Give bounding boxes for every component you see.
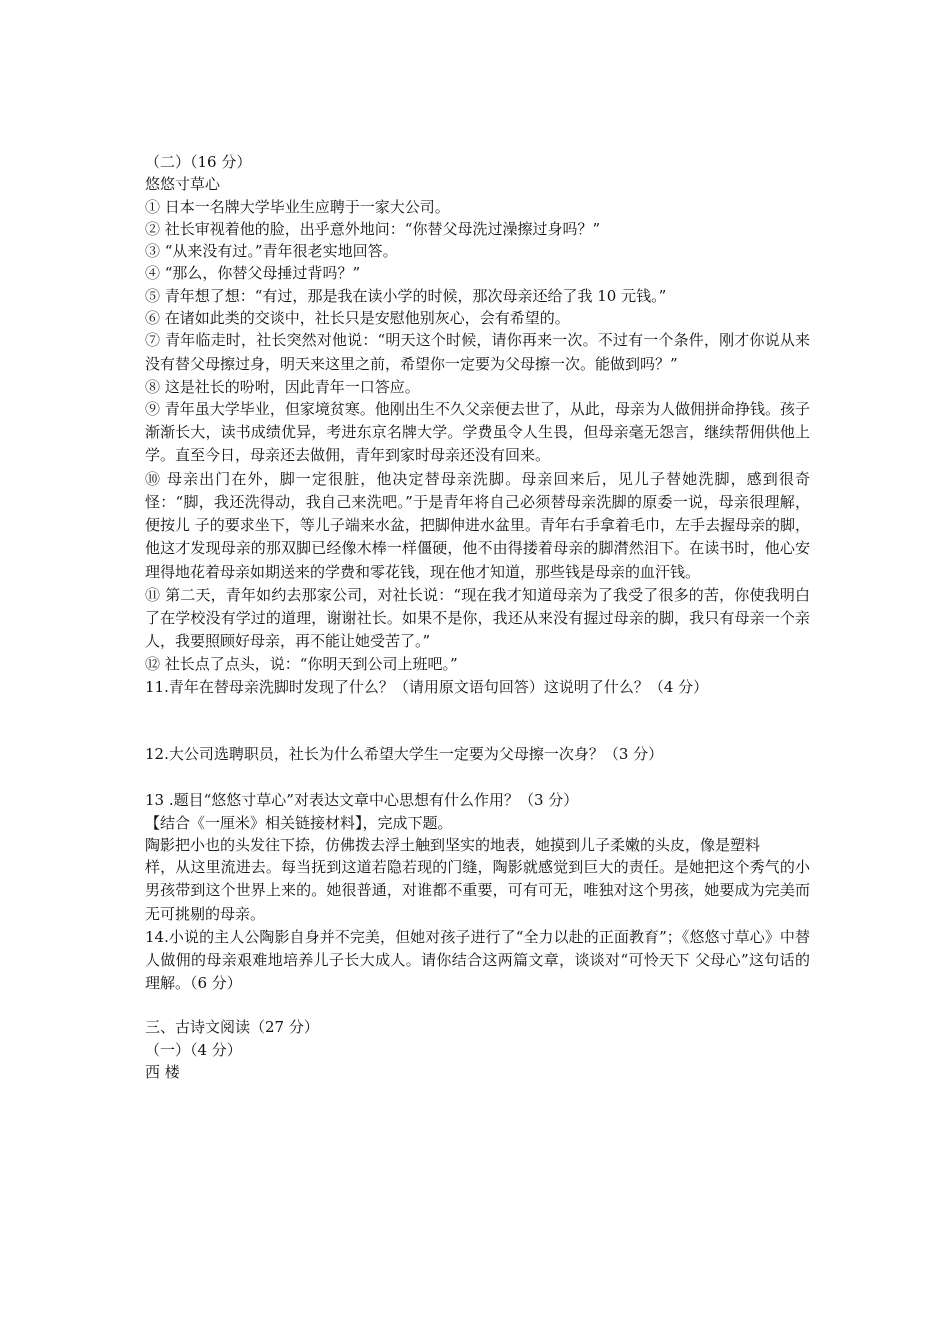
document-body <box>145 151 810 1083</box>
answer-space <box>145 698 810 743</box>
question-13: 13 .题目“悠悠寸草心”对表达文章中心思想有什么作用？（3 分） <box>145 791 579 810</box>
article-title: 悠悠寸草心 <box>145 175 221 194</box>
answer-space <box>145 765 810 789</box>
section-3-subheader: （一）（4 分） <box>145 1040 242 1059</box>
section-header: （二）（16 分） <box>145 153 252 171</box>
paragraph-4: ④ “那么，你替父母捶过背吗？” <box>145 264 361 283</box>
paragraph-9: ⑨ 青年虽大学毕业，但家境贫寒。他刚出生不久父亲便去世了，从此，母亲为人做佣拼命挣钱。孩子渐渐长大，读书成绩优异，考进东京名牌大学。学费虽令人生畏，但母亲毫无怨言，继续帮佣供他上学。直至今日，母亲还去做佣，青年到家时母亲还没有回来。 <box>145 400 810 465</box>
paragraph-5: ⑤ 青年想了想：“有过，那是我在读小学的时候，那次母亲还给了我 10 元钱。” <box>145 286 667 305</box>
section-3-header: 三、古诗文阅读（27 分） <box>145 1018 319 1037</box>
link-material-line-2: 样，从这里流进去。每当抚到这道若隐若现的门缝，陶影就感觉到巨大的责任。是她把这个秀气的小男孩带到这个世界上来的。她很普通，对谁都不重要，可有可无，唯独对这个男孩，她要成为完美而无可挑剔的母亲。 <box>145 858 810 923</box>
paragraph-10: ⑩ 母亲出门在外，脚一定很脏，他决定替母亲洗脚。母亲回来后，见儿子替她洗脚，感到很奇怪：“脚，我还洗得动，我自己来洗吧。”于是青年将自己必须替母亲洗脚的原委一说，母亲很理解，便按儿 子的要求坐下，等儿子端来水盆，把脚伸进水盆里。青年右手拿着毛巾，左手去握母亲的脚，他这才发现母亲的那双脚已经像木棒一样僵硬，他不由得搂着母亲的脚潸然泪下。在读书时，他心安理得地花着母亲如期送来的学费和零花钱，现在他才知道，那些钱是母亲的血汗钱。 <box>145 469 810 581</box>
paragraph-7: ⑦ 青年临走时，社长突然对他说：“明天这个时候，请你再来一次。不过有一个条件，刚才你说从来没有替父母擦过身，明天来这里之前，希望你一定要为父母擦一次。能做到吗？” <box>145 331 810 373</box>
paragraph-6: ⑥ 在诸如此类的交谈中，社长只是安慰他别灰心，会有希望的。 <box>145 309 570 328</box>
paragraph-11: ⑪ 第二天，青年如约去那家公司，对社长说：“现在我才知道母亲为了我受了很多的苦，你使我明白了在学校没有学过的道理，谢谢社长。如果不是你，我还从来没有握过母亲的脚，我只有母亲一个亲人，我要照顾好母亲，再不能让她受苦了。” <box>145 585 810 651</box>
blank-line <box>145 995 810 1016</box>
link-material-header: 【结合《一厘米》相关链接材料】，完成下题。 <box>145 813 453 832</box>
poem-title: 西 楼 <box>145 1062 180 1081</box>
paragraph-8: ⑧ 这是社长的吩咐，因此青年一口答应。 <box>145 377 420 396</box>
paragraph-1: ① 日本一名牌大学毕业生应聘于一家大公司。 <box>145 197 450 216</box>
paragraph-3: ③ “从来没有过。”青年很老实地回答。 <box>145 242 398 261</box>
question-12: 12.大公司选聘职员，社长为什么希望大学生一定要为父母擦一次身？（3 分） <box>145 744 664 763</box>
question-14: 14.小说的主人公陶影自身并不完美，但她对孩子进行了“全力以赴的正面教育”；《悠悠寸草心》中替人做佣的母亲艰难地培养儿子长大成人。请你结合这两篇文章，谈谈对“可怜天下 父母心”这句话的理解。（6 分） <box>145 927 810 993</box>
question-11: 11.青年在替母亲洗脚时发现了什么？（请用原文语句回答）这说明了什么？（4 分） <box>145 677 709 696</box>
paragraph-12: ⑫ 社长点了点头，说：“你明天到公司上班吧。” <box>145 655 458 674</box>
link-material-line-1: 陶影把小也的头发往下捺，仿佛拨去浮土触到坚实的地表，她摸到儿子柔嫩的头皮，像是塑料 <box>145 835 761 854</box>
paragraph-2: ② 社长审视着他的脸，出乎意外地问：“你替父母洗过澡擦过身吗？” <box>145 219 601 238</box>
